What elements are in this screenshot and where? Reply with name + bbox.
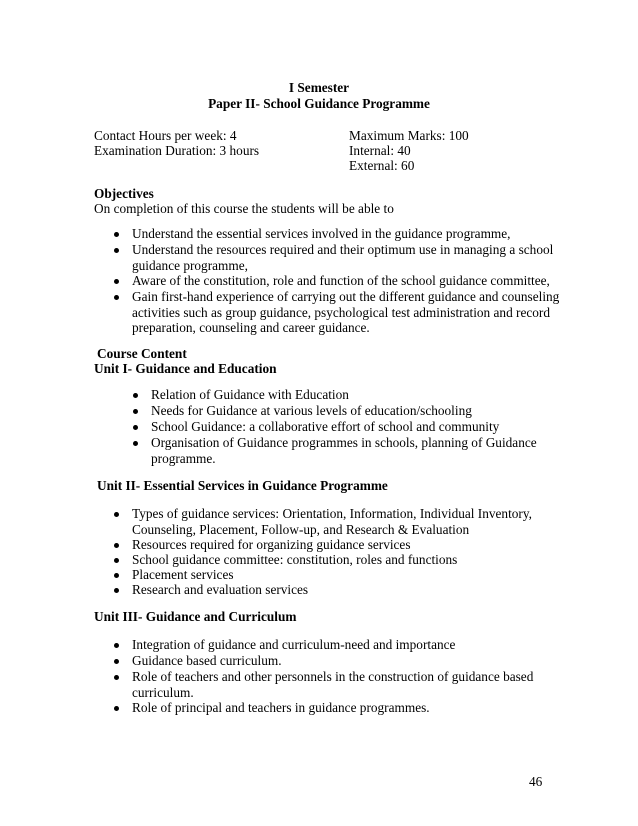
page-number: 46 <box>529 774 543 789</box>
course-content-heading: Course Content <box>97 346 187 361</box>
external-marks: External: 60 <box>349 158 415 173</box>
internal-marks: Internal: 40 <box>349 143 411 158</box>
objectives-intro: On completion of this course the students will be able to <box>94 201 394 216</box>
unit1-title: Unit I- Guidance and Education <box>94 361 277 376</box>
unit2-title: Unit II- Essential Services in Guidance Programme <box>97 478 388 493</box>
paper-title: Paper II- School Guidance Programme <box>208 96 430 111</box>
contact-hours: Contact Hours per week: 4 <box>94 128 237 143</box>
unit3-title: Unit III- Guidance and Curriculum <box>94 609 297 624</box>
objectives-heading: Objectives <box>94 186 154 201</box>
max-marks: Maximum Marks: 100 <box>349 128 469 143</box>
exam-duration: Examination Duration: 3 hours <box>94 143 260 158</box>
semester-title: I Semester <box>288 80 350 95</box>
